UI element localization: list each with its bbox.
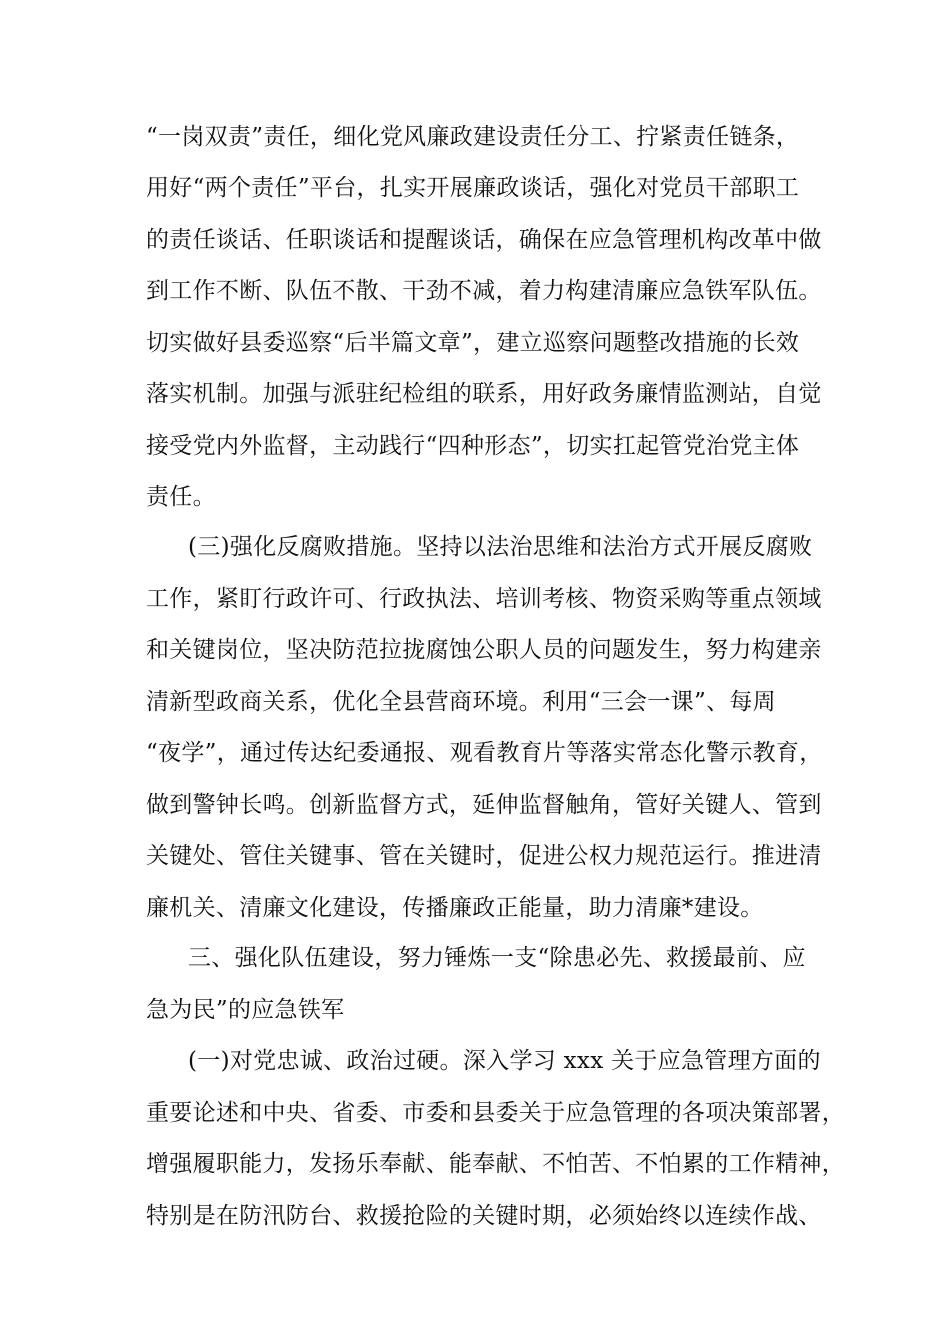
section-heading-line: 三、强化队伍建设，努力锤炼一支“除患必先、救援最前、应 [188,945,806,971]
section-heading-line: (三)强化反腐败措施。坚持以法治思维和法治方式开展反腐败 [188,534,813,560]
text-line: 工作，紧盯行政许可、行政执法、培训考核、物资采购等重点领域 [146,586,822,612]
text-line: “一岗双责”责任，细化党风廉政建设责任分工、拧紧责任链条， [146,124,800,150]
text-line: 到工作不断、队伍不散、干劲不减，着力构建清廉应急铁军队伍。 [146,278,822,304]
text-line: 重要论述和中央、省委、市委和县委关于应急管理的各项决策部署， [146,1100,845,1126]
text-line: 特别是在防汛防台、救援抢险的关键时期，必须始终以连续作战、 [146,1203,822,1229]
text-line: 落实机制。加强与派驻纪检组的联系，用好政务廉情监测站，自觉 [146,381,822,407]
text-line: 切实做好县委巡察“后半篇文章”，建立巡察问题整改措施的长效 [146,330,800,356]
section-heading-line: (一)对党忠诚、政治过硬。深入学习 xxx 关于应急管理方面的 [188,1048,821,1074]
text-line: 责任。 [146,484,216,510]
text-line: 增强履职能力，发扬乐奉献、能奉献、不怕苦、不怕累的工作精神， [146,1151,845,1177]
text-line: 做到警钟长鸣。创新监督方式，延伸监督触角，管好关键人、管到 [146,792,822,818]
text-line: “夜学”，通过传达纪委通报、观看教育片等落实常态化警示教育， [146,740,823,766]
text-line: 急为民”的应急铁军 [146,997,345,1023]
text-line: 用好“两个责任”平台，扎实开展廉政谈话，强化对党员干部职工 [146,175,800,201]
text-line: 清新型政商关系，优化全县营商环境。利用“三会一课”、每周 [146,689,776,715]
text-line: 接受党内外监督，主动践行“四种形态”，切实扛起管党治党主体 [146,433,800,459]
text-line: 廉机关、清廉文化建设，传播廉政正能量，助力清廉*建设。 [146,895,764,921]
text-line: 关键处、管住关键事、管在关键时，促进公权力规范运行。推进清 [146,843,822,869]
text-line: 和关键岗位，坚决防范拉拢腐蚀公职人员的问题发生，努力构建亲 [146,637,822,663]
text-line: 的责任谈话、任职谈话和提醒谈话，确保在应急管理机构改革中做 [146,227,822,253]
